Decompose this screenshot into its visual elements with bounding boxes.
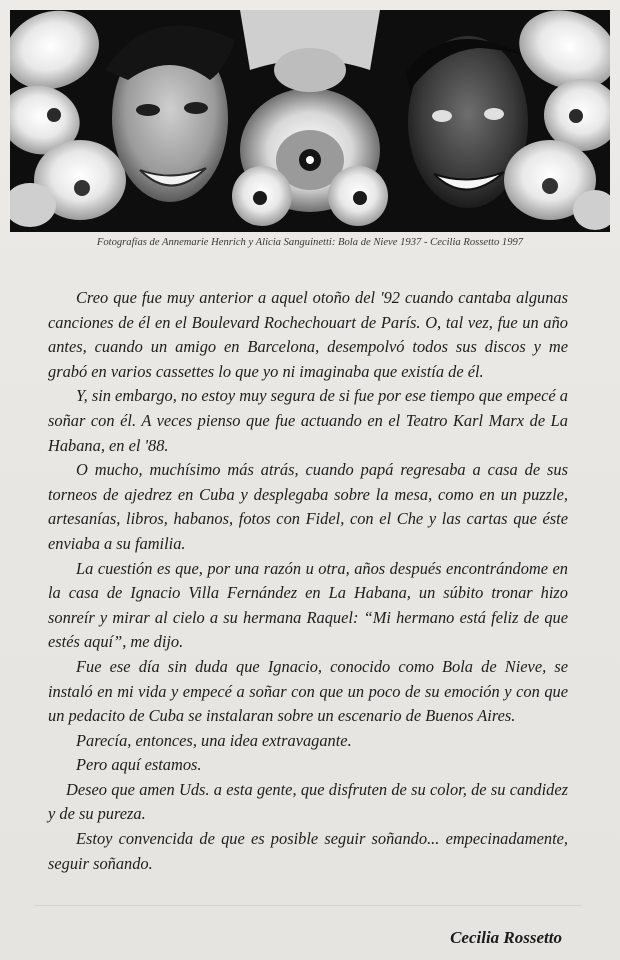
paragraph: Deseo que amen Uds. a esta gente, que disfruten de su color, de su candidez y de su pureza.	[48, 779, 568, 824]
paragraph: Fue ese día sin duda que Ignacio, conocido como Bola de Nieve, se instaló en mi vida y empecé a soñar con que un poco de su emoción y con que un pedacito de Cuba se instalaran sobre un escenario de Buenos Aires.	[48, 656, 568, 726]
center-flowers	[232, 10, 388, 226]
paragraph: O mucho, muchísimo más atrás, cuando papá regresaba a casa de sus torneos de ajedrez en Cuba y desplegaba sobre la mesa, como en un puzzle, artesanías, libros, habanos, fotos con Fidel, con el Che y las cartas que éste enviaba a su familia.	[48, 460, 568, 553]
paragraph: Creo que fue muy anterior a aquel otoño del '92 cuando cantaba algunas canciones de él en el Boulevard Rochechouart de París. O, tal vez, fue un año antes, cuando un amigo en Barcelona, desempolvó todos sus discos y me grabó en varios cassettes lo que yo ni imaginaba que existía de él.	[48, 288, 568, 381]
signature: Cecilia Rossetto	[450, 928, 562, 947]
photo-collage-image	[10, 10, 610, 232]
paragraph: Estoy convencida de que es posible seguir soñando... empecinadamente, seguir soñando.	[48, 829, 568, 873]
photo-collage	[10, 10, 610, 232]
paragraph: La cuestión es que, por una razón u otra, años después encontrándome en la casa de Ignacio Villa Fernández en La Habana, un súbito tronar hizo sonreír y mirar al cielo a su hermana Raquel: “Mi hermano está feliz de que estés aquí”, me dijo.	[48, 558, 568, 652]
paragraph: Y, sin embargo, no estoy muy segura de si fue por ese tiempo que empecé a soñar con él. A veces pienso que fue actuando en el Teatro Karl Marx de La Habana, en el '88.	[48, 386, 568, 455]
divider	[34, 905, 582, 906]
paragraph: Parecía, entonces, una idea extravagante.	[76, 730, 352, 750]
letter-body	[48, 286, 568, 876]
photo-caption: Fotografías de Annemarie Henrich y Alicia Sanguinetti: Bola de Nieve 1937 - Cecilia Rossetto 1997	[96, 237, 524, 248]
paragraph: Pero aquí estamos.	[76, 755, 202, 775]
